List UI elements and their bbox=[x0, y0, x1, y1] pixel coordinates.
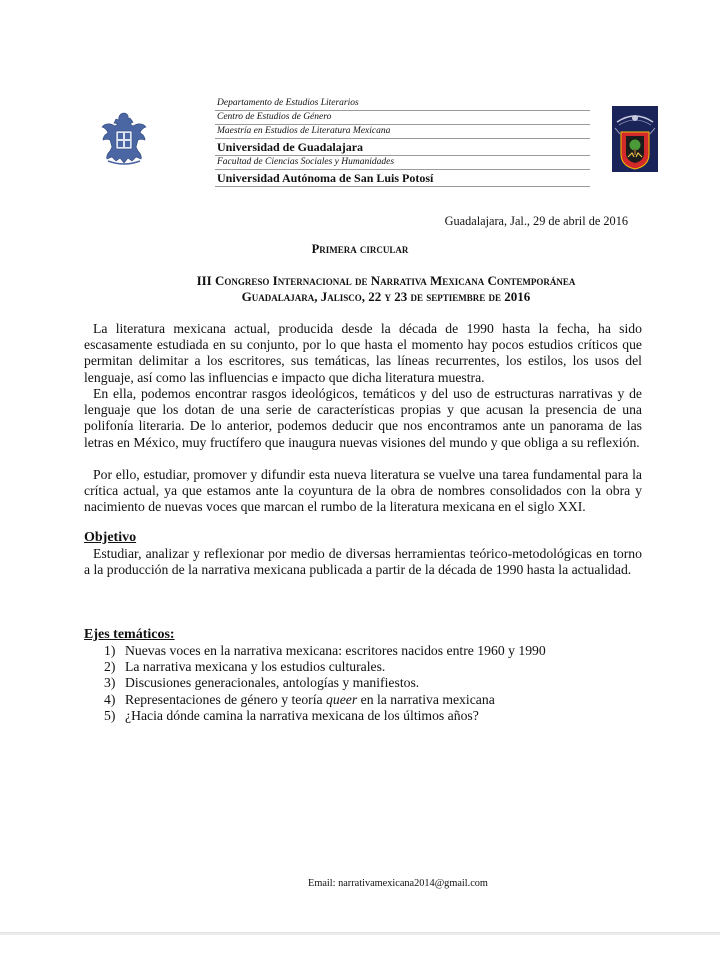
list-item-number: 1) bbox=[104, 643, 116, 658]
congress-title-line2: Guadalajara, Jalisco, 22 y 23 de septiembre de 2016 bbox=[241, 289, 531, 304]
intro-paragraph-3: Por ello, estudiar, promover y difundir esta nueva literatura se vuelve una tarea fundamental para la crítica actual, ya que estamos ante la coyuntura de la obra de nombres consolidados con la obra y nacimiento de nuevas voces que marcan el rumbo de la literatura mexicana en el siglo XXI. bbox=[84, 467, 642, 515]
institution-header bbox=[215, 97, 590, 187]
document-date: Guadalajara, Jal., 29 de abril de 2016 bbox=[444, 214, 628, 228]
objetivo-text: Estudiar, analizar y reflexionar por medio de diversas herramientas teórico-metodológicas en torno a la producción de la narrativa mexicana publicada a partir de la década de 1990 hasta la actualidad. bbox=[84, 546, 642, 578]
list-item bbox=[104, 675, 546, 691]
list-item-text: La narrativa mexicana y los estudios culturales. bbox=[125, 659, 386, 675]
list-item-text bbox=[125, 692, 495, 708]
queer-italic: queer bbox=[326, 691, 358, 707]
list-item-number: 5) bbox=[104, 707, 116, 723]
list-item-text-before: Representaciones de género y teoría bbox=[125, 691, 327, 707]
list-item-number: 2) bbox=[104, 659, 116, 675]
header-line-maestria: Maestría en Estudios de Literatura Mexicana bbox=[215, 125, 590, 139]
list-item bbox=[104, 708, 546, 724]
list-item bbox=[104, 659, 546, 675]
list-item-text: Nuevas voces en la narrativa mexicana: escritores nacidos entre 1960 y 1990 bbox=[125, 643, 546, 658]
list-item-number: 3) bbox=[104, 675, 116, 691]
list-item-number: 4) bbox=[104, 691, 116, 707]
list-item bbox=[104, 692, 546, 708]
uaslp-eagle-crest-icon bbox=[100, 111, 148, 167]
list-item bbox=[104, 643, 546, 659]
ejes-list bbox=[104, 643, 546, 724]
udg-shield-crest-icon bbox=[612, 106, 658, 172]
header-line-facultad: Facultad de Ciencias Sociales y Humanidades bbox=[215, 156, 590, 170]
contact-email: Email: narrativamexicana2014@gmail.com bbox=[308, 878, 488, 889]
objetivo-heading: Objetivo bbox=[84, 530, 137, 545]
header-line-dept: Departamento de Estudios Literarios bbox=[215, 97, 590, 111]
congress-title-line1: III Congreso Internacional de Narrativa Mexicana Contemporánea bbox=[196, 273, 576, 288]
header-line-centro: Centro de Estudios de Género bbox=[215, 111, 590, 125]
page-edge-divider bbox=[0, 932, 720, 935]
circular-title: Primera circular bbox=[311, 242, 409, 256]
header-line-uaslp: Universidad Autónoma de San Luis Potosí bbox=[215, 170, 590, 187]
list-item-text-after: en la narrativa mexicana bbox=[357, 691, 495, 707]
list-item-text: ¿Hacia dónde camina la narrativa mexicana de los últimos años? bbox=[125, 707, 479, 723]
header-line-udg: Universidad de Guadalajara bbox=[215, 139, 590, 156]
congress-title bbox=[0, 273, 720, 305]
ejes-heading: Ejes temáticos: bbox=[84, 627, 175, 642]
list-item-text: Discusiones generacionales, antologías y manifiestos. bbox=[125, 675, 420, 691]
intro-paragraph-1: La literatura mexicana actual, producida desde la década de 1990 hasta la fecha, ha sido escasamente estudiada en su conjunto, por lo que hasta el momento hay pocos estudios críticos que permitan delimitar a los escritores, sus temáticas, las líneas recurrentes, los estilos, los usos del lenguaje, así como las influencias e impacto que dicha literatura muestra. bbox=[84, 321, 642, 385]
intro-paragraph-2: En ella, podemos encontrar rasgos ideológicos, temáticos y del uso de estructuras narrativas y de lenguaje que los dotan de una serie de características propias y que acusan la presencia de una polifonía literaria. De lo anterior, podemos deducir que nos encontramos ante un panorama de las letras en México, muy fructífero que inaugura nuevas visiones del mundo y que obliga a su reflexión. bbox=[84, 386, 642, 450]
